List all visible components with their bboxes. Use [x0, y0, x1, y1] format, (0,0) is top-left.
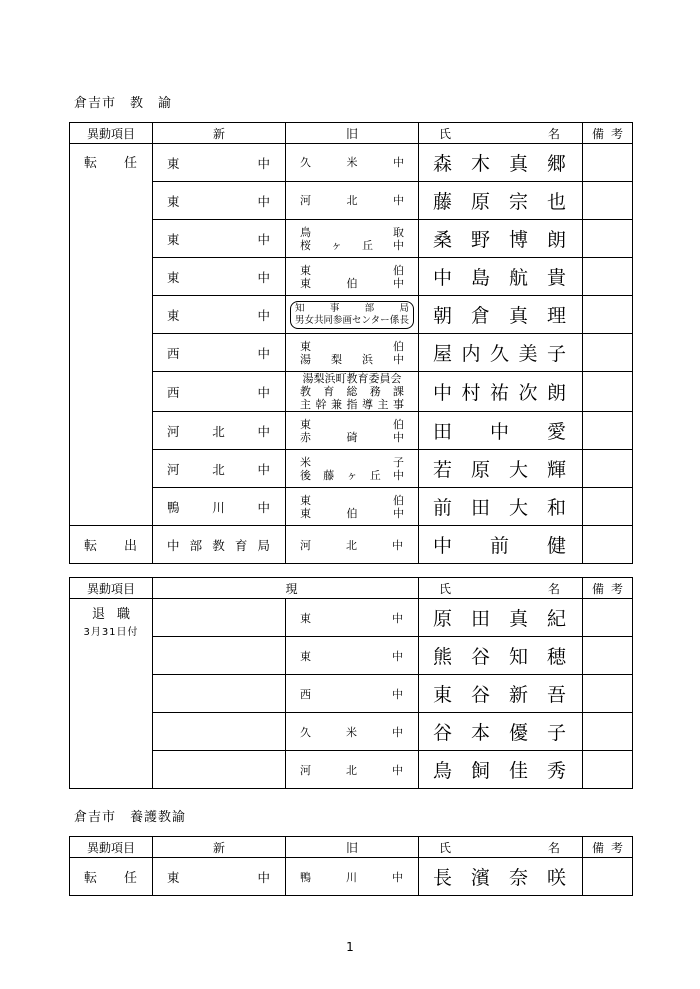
- old-school-cell: 米 子 後 藤 ヶ 丘 中: [286, 450, 419, 488]
- current-school-cell: 西 中: [286, 675, 419, 713]
- table-header-row: [70, 837, 633, 858]
- table-row: [70, 488, 633, 526]
- name-cell: 谷 本 優 子: [419, 713, 583, 751]
- boxed-previous-post: 知 事 部 局 男女共同参画センター 係 長: [290, 301, 414, 329]
- header-new: 新: [153, 123, 286, 144]
- table-row: [70, 637, 633, 675]
- blank-cell: [153, 751, 286, 789]
- page-number: 1: [346, 940, 354, 954]
- blank-cell: [153, 637, 286, 675]
- header-old: 旧: [286, 123, 419, 144]
- table-header-row: [70, 578, 633, 599]
- name-cell: 鳥 飼 佳 秀: [419, 751, 583, 789]
- new-school-cell: 西 中: [153, 334, 286, 372]
- name-cell: 中 島 航 貴: [419, 258, 583, 296]
- name-cell: 原 田 真 紀: [419, 599, 583, 637]
- new-school-cell: 河 北 中: [153, 450, 286, 488]
- header-name: 氏 名: [419, 578, 583, 599]
- old-school-cell: [286, 296, 419, 334]
- note-cell: [583, 526, 633, 564]
- current-school-cell: 河 北 中: [286, 751, 419, 789]
- note-cell: [583, 296, 633, 334]
- old-school-cell: 湯梨浜町教育委員会 教 育 総 務 課 主 幹 兼 指 導 主 事: [286, 372, 419, 412]
- new-school-cell: 東 中: [153, 182, 286, 220]
- table-row: [70, 334, 633, 372]
- name-cell: 長 濱 奈 咲: [419, 858, 583, 896]
- header-note: 備 考: [583, 837, 633, 858]
- header-category: 異動項目: [70, 123, 153, 144]
- old-school-cell: 鴨 川 中: [286, 858, 419, 896]
- table-row: [70, 296, 633, 334]
- new-school-cell: 鴨 川 中: [153, 488, 286, 526]
- note-cell: [583, 488, 633, 526]
- nurse-teacher-table: [69, 836, 633, 896]
- note-cell: [583, 334, 633, 372]
- section3-title: 倉吉市 養護教諭: [74, 810, 187, 825]
- table-row: [70, 751, 633, 789]
- table-row: [70, 258, 633, 296]
- name-cell: 東 谷 新 吾: [419, 675, 583, 713]
- retire-label: 退 職: [92, 607, 130, 622]
- table-row: [70, 526, 633, 564]
- retire-date: 3月31日付: [83, 627, 139, 638]
- table-row: [70, 144, 633, 182]
- note-cell: [583, 220, 633, 258]
- table-row: [70, 182, 633, 220]
- name-cell: 藤 原 宗 也: [419, 182, 583, 220]
- name-cell: 屋 内 久 美 子: [419, 334, 583, 372]
- table-row: [70, 372, 633, 412]
- name-cell: 前 田 大 和: [419, 488, 583, 526]
- new-school-cell: 河 北 中: [153, 412, 286, 450]
- name-cell: 森 木 真 郷: [419, 144, 583, 182]
- header-note: 備 考: [583, 578, 633, 599]
- new-school-cell: 東 中: [153, 220, 286, 258]
- name-cell: 桑 野 博 朗: [419, 220, 583, 258]
- category-cell: [70, 599, 153, 789]
- header-category: 異動項目: [70, 578, 153, 599]
- section1-title: 倉吉市 教 諭: [74, 96, 173, 111]
- name-cell: 若 原 大 輝: [419, 450, 583, 488]
- new-school-cell: 東 中: [153, 858, 286, 896]
- name-cell: 中 村 祐 次 朗: [419, 372, 583, 412]
- note-cell: [583, 751, 633, 789]
- old-school-cell: 河 北 中: [286, 526, 419, 564]
- category-cell: [70, 144, 153, 526]
- transfer-in-label: 転 任: [84, 156, 137, 171]
- note-cell: [583, 258, 633, 296]
- header-old: 旧: [286, 837, 419, 858]
- retirement-table: [69, 577, 633, 789]
- name-cell: 熊 谷 知 穂: [419, 637, 583, 675]
- note-cell: [583, 412, 633, 450]
- note-cell: [583, 858, 633, 896]
- blank-cell: [153, 713, 286, 751]
- blank-cell: [153, 599, 286, 637]
- old-school-cell: 東 伯 湯 梨 浜 中: [286, 334, 419, 372]
- header-name: 氏 名: [419, 123, 583, 144]
- header-current: 現: [286, 578, 419, 599]
- old-school-cell: 東 伯 赤 碕 中: [286, 412, 419, 450]
- old-school-cell: 東 伯 東 伯 中: [286, 488, 419, 526]
- header-new: 新: [153, 837, 286, 858]
- header-name: 氏 名: [419, 837, 583, 858]
- table-row: [70, 412, 633, 450]
- note-cell: [583, 450, 633, 488]
- blank-cell: [153, 675, 286, 713]
- new-school-cell: 東 中: [153, 144, 286, 182]
- note-cell: [583, 144, 633, 182]
- name-cell: 田 中 愛: [419, 412, 583, 450]
- current-school-cell: 久 米 中: [286, 713, 419, 751]
- note-cell: [583, 713, 633, 751]
- name-cell: 中 前 健: [419, 526, 583, 564]
- note-cell: [583, 599, 633, 637]
- new-school-cell: 西 中: [153, 372, 286, 412]
- table-header-row: [70, 123, 633, 144]
- old-school-cell: 鳥 取 桜 ヶ 丘 中: [286, 220, 419, 258]
- table-row: [70, 675, 633, 713]
- current-school-cell: 東 中: [286, 599, 419, 637]
- name-cell: 朝 倉 真 理: [419, 296, 583, 334]
- note-cell: [583, 182, 633, 220]
- table-row: [70, 220, 633, 258]
- table-row: [70, 858, 633, 896]
- old-school-cell: 久 米 中: [286, 144, 419, 182]
- new-school-cell: 東 中: [153, 258, 286, 296]
- note-cell: [583, 675, 633, 713]
- category-cell: 転 出: [70, 526, 153, 564]
- new-school-cell: 中 部 教 育 局: [153, 526, 286, 564]
- new-school-cell: 東 中: [153, 296, 286, 334]
- note-cell: [583, 372, 633, 412]
- current-school-cell: 東 中: [286, 637, 419, 675]
- table-row: [70, 450, 633, 488]
- old-school-cell: 河 北 中: [286, 182, 419, 220]
- note-cell: [583, 637, 633, 675]
- header-category: 異動項目: [70, 837, 153, 858]
- header-note: 備 考: [583, 123, 633, 144]
- old-school-cell: 東 伯 東 伯 中: [286, 258, 419, 296]
- table-row: [70, 713, 633, 751]
- table-row: [70, 599, 633, 637]
- category-cell: 転 任: [70, 858, 153, 896]
- teacher-transfer-table: [69, 122, 633, 564]
